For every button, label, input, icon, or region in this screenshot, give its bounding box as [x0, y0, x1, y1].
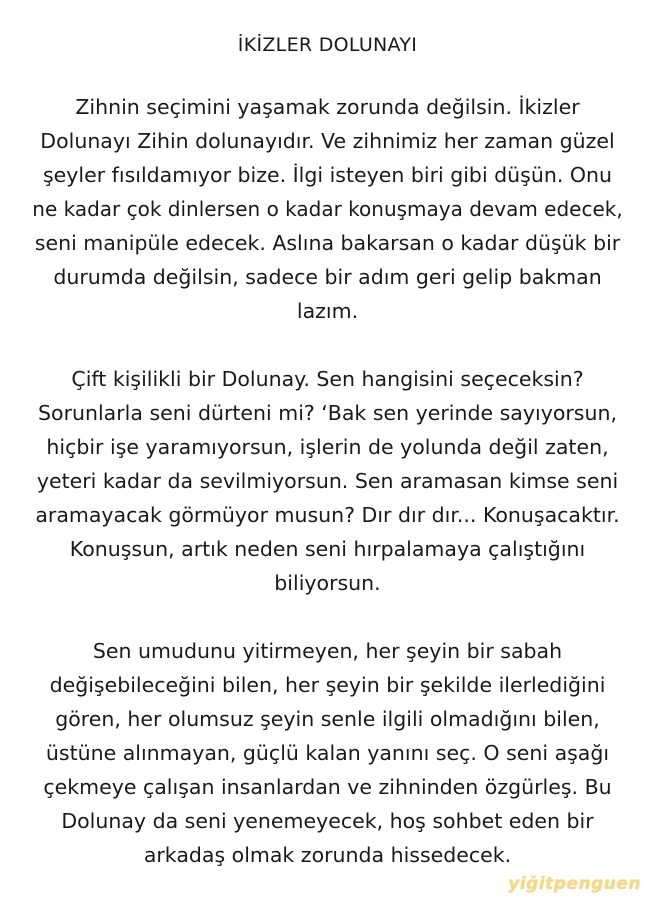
paragraph-line: seni manipüle edecek. Aslına bakarsan o kadar düşük bir: [34, 231, 621, 255]
paragraph-line: yeteri kadar da sevilmiyorsun. Sen aramasan kimse seni: [36, 469, 619, 493]
paragraph-line: Dolunay da seni yenemeyecek, hoş sohbet eden bir: [61, 809, 594, 833]
paragraph-line: Zihnin seçimini yaşamak zorunda değilsin. İkizler: [75, 95, 580, 119]
paragraph-line: Çift kişilikli bir Dolunay. Sen hangisini seçeceksin?: [71, 367, 584, 391]
paragraph-line: hiçbir işe yaramıyorsun, işlerin de yolunda değil zaten,: [46, 435, 609, 459]
paragraph-line: aramayacak görmüyor musun? Dır dır dır... Konuşacaktır.: [35, 503, 620, 527]
paragraph-3: [30, 634, 625, 872]
paragraph-line: lazım.: [296, 299, 359, 323]
paragraph-1: [30, 90, 625, 328]
document-title: İKİZLER DOLUNAYI: [237, 34, 418, 56]
paragraph-line: ne kadar çok dinlersen o kadar konuşmaya devam edecek,: [32, 197, 623, 221]
paragraph-line: biliyorsun.: [274, 571, 381, 595]
paragraph-2: [30, 362, 625, 600]
paragraph-line: Sen umudunu yitirmeyen, her şeyin bir sabah: [92, 639, 563, 663]
paragraph-line: Konuşsun, artık neden seni hırpalamaya çalıştığını: [69, 537, 586, 561]
paragraph-line: Dolunayı Zihin dolunayıdır. Ve zihnimiz her zaman güzel: [40, 129, 615, 153]
paragraph-line: arkadaş olmak zorunda hissedecek.: [143, 843, 512, 867]
paragraph-line: çekmeye çalışan insanlardan ve zihninden özgürleş. Bu: [43, 775, 612, 799]
paragraph-line: üstüne alınmayan, güçlü kalan yanını seç. O seni aşağı: [45, 741, 610, 765]
watermark: yiğitpenguen: [508, 874, 641, 894]
paragraph-line: şeyler fısıldamıyor bize. İlgi isteyen biri gibi düşün. Onu: [43, 163, 612, 187]
paragraph-line: Sorunlarla seni dürteni mi? ‘Bak sen yerinde sayıyorsun,: [38, 401, 617, 425]
paragraph-line: durumda değilsin, sadece bir adım geri gelip bakman: [53, 265, 602, 289]
paragraph-line: gören, her olumsuz şeyin senle ilgili olmadığını bilen,: [55, 707, 600, 731]
paragraph-line: değişebileceğini bilen, her şeyin bir şekilde ilerlediğini: [49, 673, 606, 697]
